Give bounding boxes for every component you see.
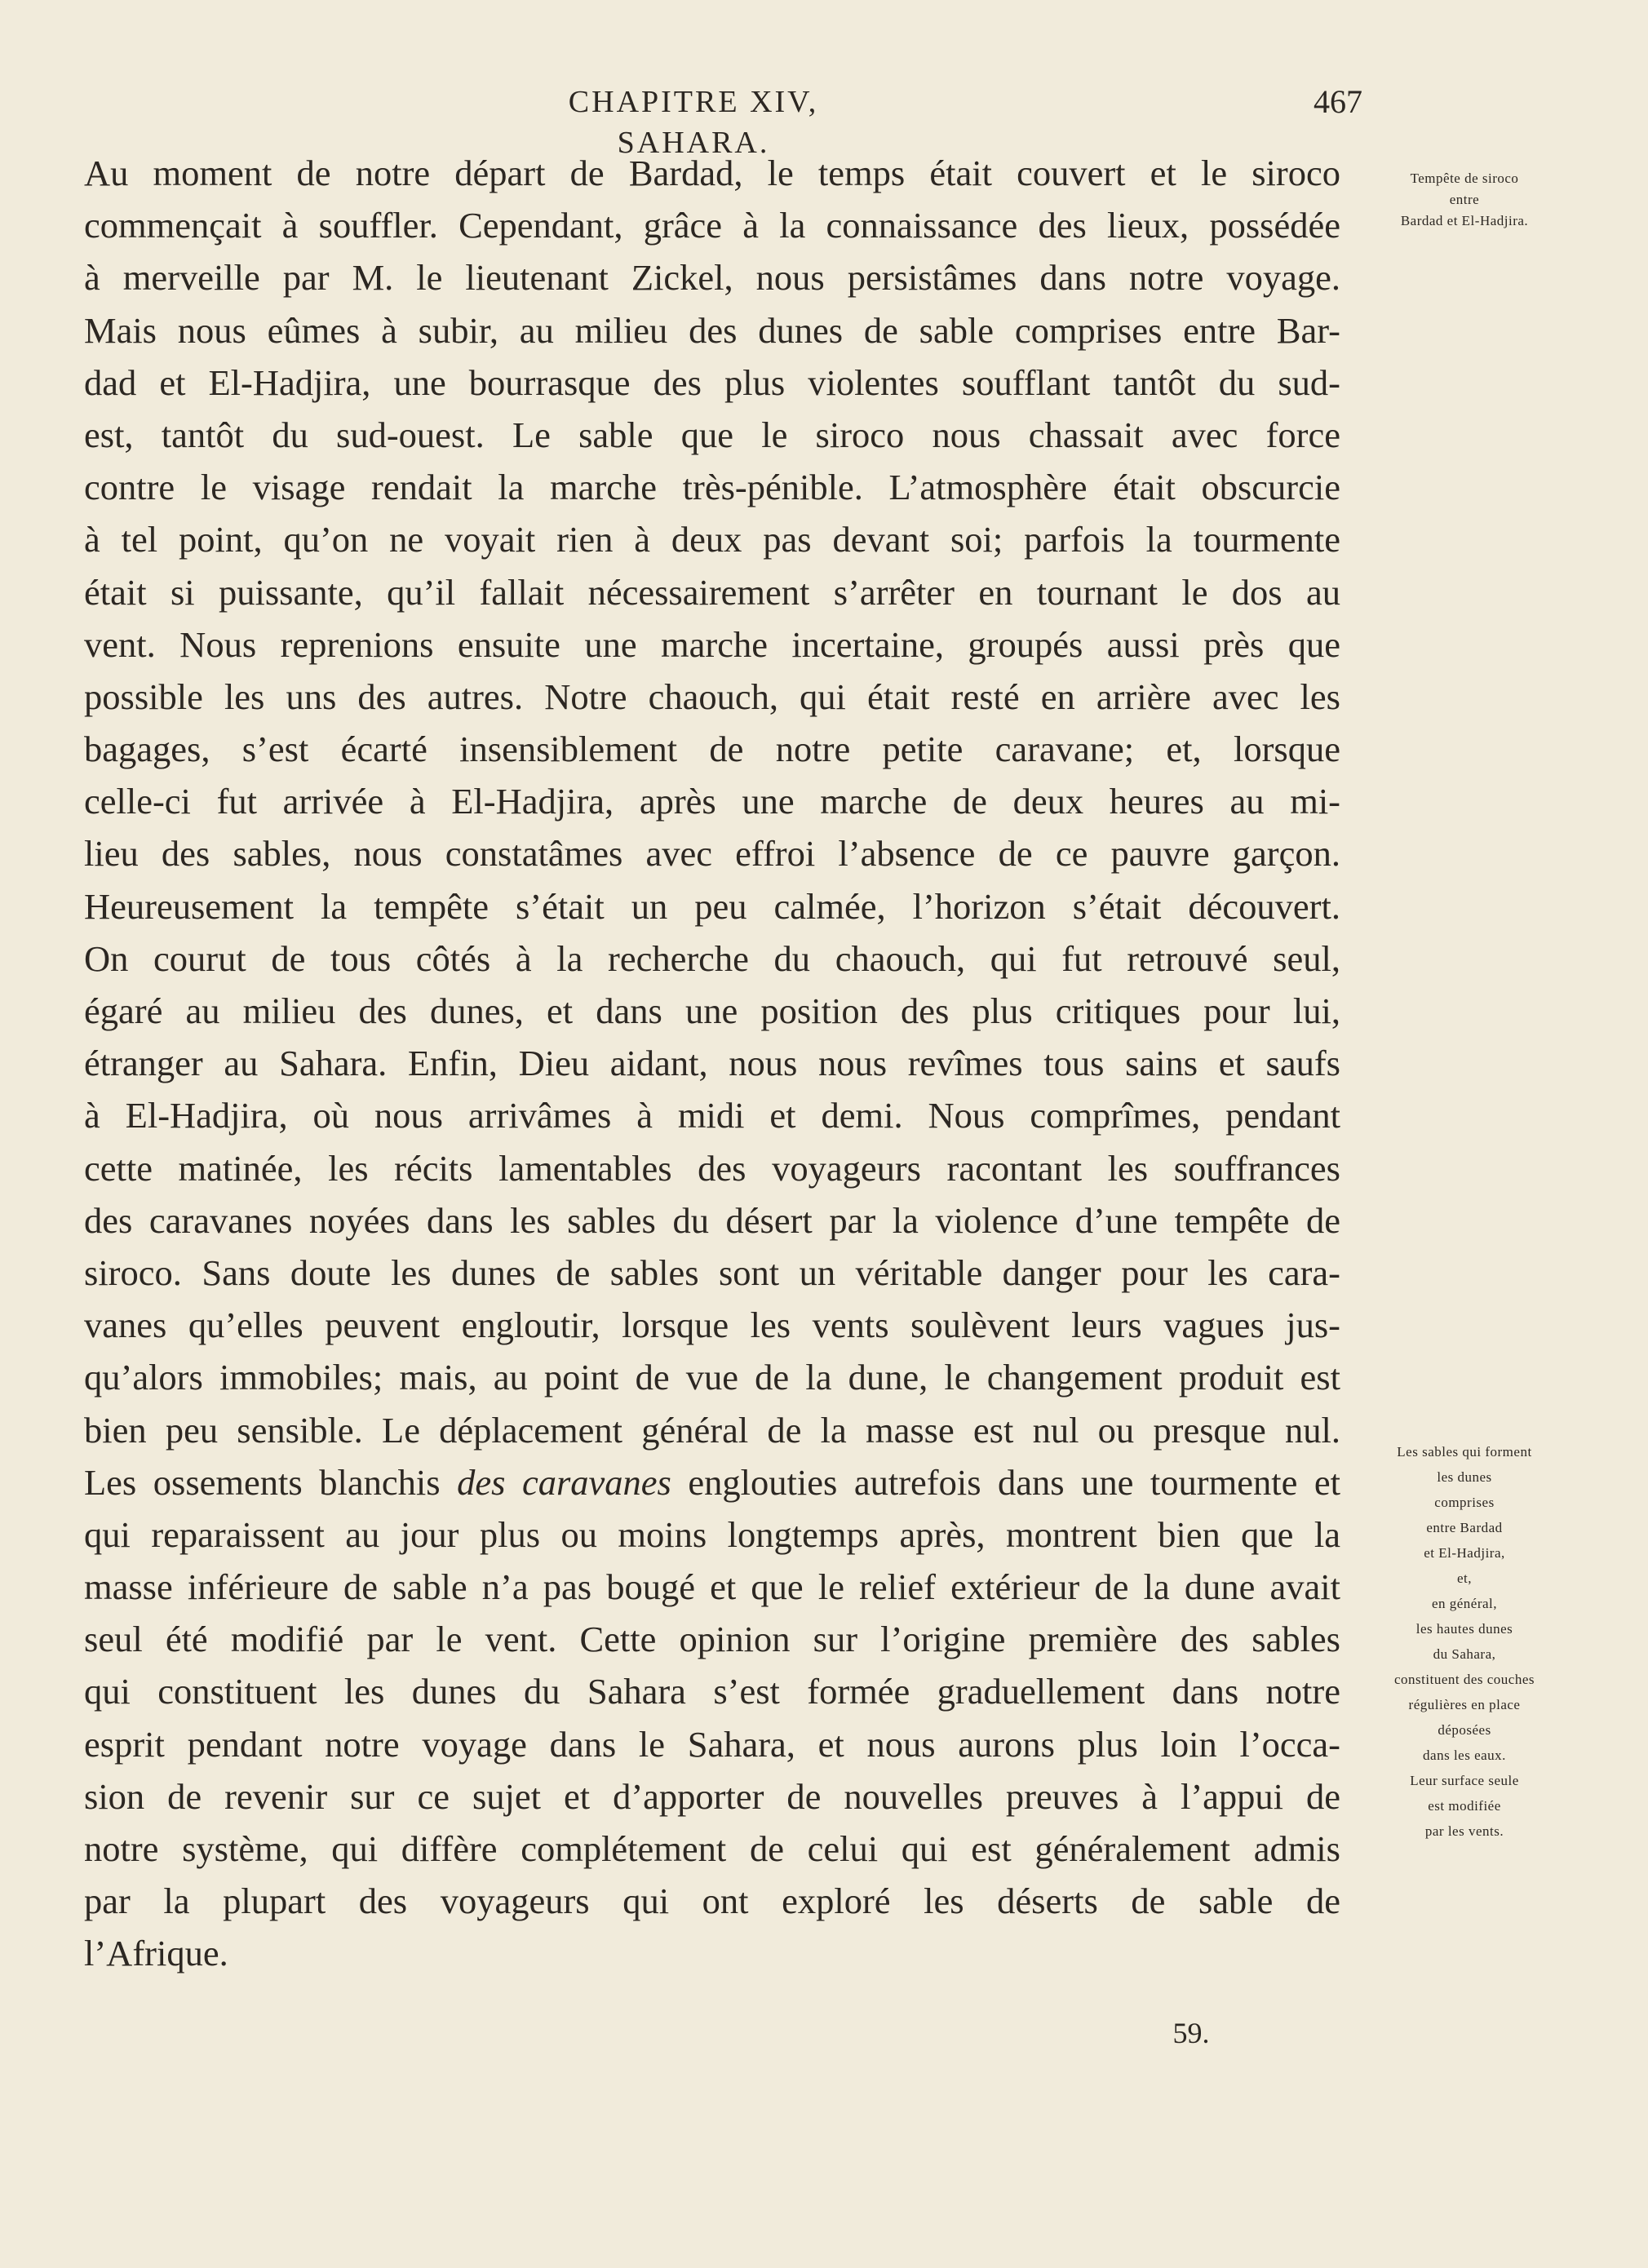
text-segment: Les ossements blanchis xyxy=(84,1461,458,1503)
text-line: bien peu sensible. Le déplacement général de la masse est nul ou presque nul. xyxy=(84,1409,1340,1451)
margin-note-line: Bardad et El-Hadjira. xyxy=(1400,213,1529,228)
margin-note-sables xyxy=(1350,1439,1579,1844)
margin-note-line: dans les eaux. xyxy=(1423,1748,1506,1763)
text-line: vent. Nous reprenions ensuite une marche incertaine, groupés aussi près que xyxy=(84,623,1340,665)
margin-note-line: entre xyxy=(1449,192,1480,207)
margin-note-line: régulières en place xyxy=(1408,1697,1521,1712)
text-line: était si puissante, qu’il fallait nécessairement s’arrêter en tournant le dos au xyxy=(84,571,1340,613)
margin-note-line: par les vents. xyxy=(1424,1823,1504,1839)
text-line: bagages, s’est écarté insensiblement de notre petite caravane; et, lorsque xyxy=(84,729,1340,770)
margin-note-line: Tempête de siroco xyxy=(1410,171,1519,186)
text-segment: englouties autrefois dans une tourmente et xyxy=(671,1461,1340,1503)
text-line: masse inférieure de sable n’a pas bougé et que le relief extérieur de la dune avait xyxy=(84,1566,1340,1608)
text-line: esprit pendant notre voyage dans le Sahara, et nous aurons plus loin l’occa- xyxy=(84,1723,1340,1765)
margin-note-line: les hautes dunes xyxy=(1415,1621,1513,1637)
margin-note-line: entre Bardad xyxy=(1426,1520,1503,1535)
margin-note-line: et El-Hadjira, xyxy=(1424,1545,1505,1561)
text-line: celle-ci fut arrivée à El-Hadjira, après une marche de deux heures au mi- xyxy=(84,781,1340,822)
text-line: qu’alors immobiles; mais, au point de vue de la dune, le changement produit est xyxy=(84,1357,1340,1398)
text-line: sion de revenir sur ce sujet et d’apporter de nouvelles preuves à l’appui de xyxy=(84,1775,1340,1817)
margin-note-line: constituent des couches xyxy=(1393,1672,1535,1687)
margin-note-line: en général, xyxy=(1431,1596,1498,1611)
text-line: notre système, qui diffère complétement de celui qui est généralement admis xyxy=(84,1828,1340,1869)
text-line: étranger au Sahara. Enfin, Dieu aidant, nous nous revîmes tous sains et saufs xyxy=(84,1043,1340,1084)
text-line: contre le visage rendait la marche très-pénible. L’atmosphère était obscurcie xyxy=(84,467,1340,508)
text-line: à merveille par M. le lieutenant Zickel, nous persistâmes dans notre voyage. xyxy=(84,257,1340,299)
text-line: est, tantôt du sud-ouest. Le sable que le siroco nous chassait avec force xyxy=(84,414,1340,455)
text-line: des caravanes noyées dans les sables du désert par la violence d’une tempête de xyxy=(84,1199,1340,1241)
page-number: 467 xyxy=(1314,83,1362,120)
text-line xyxy=(84,1456,1340,1508)
text-line: Au moment de notre départ de Bardad, le temps était couvert et le siroco xyxy=(84,153,1340,193)
margin-note-line: déposées xyxy=(1438,1722,1491,1738)
text-line: vanes qu’elles peuvent engloutir, lorsque les vents soulèvent leurs vagues jus- xyxy=(84,1305,1340,1346)
text-line: cette matinée, les récits lamentables des voyageurs racontant les souffrances xyxy=(84,1147,1340,1189)
text-line: par la plupart des voyageurs qui ont exploré les déserts de sable de xyxy=(84,1880,1340,1922)
text-line: Mais nous eûmes à subir, au milieu des dunes de sable comprises entre Bar- xyxy=(84,309,1340,351)
text-line: dad et El-Hadjira, une bourrasque des plus violentes soufflant tantôt du sud- xyxy=(84,361,1340,403)
text-line: qui reparaissent au jour plus ou moins longtemps après, montrent bien que la xyxy=(84,1513,1340,1555)
text-line: qui constituent les dunes du Sahara s’est formée graduellement dans notre xyxy=(84,1671,1340,1712)
text-line: commençait à souffler. Cependant, grâce à la connaissance des lieux, possédée xyxy=(84,205,1340,246)
text-line: possible les uns des autres. Notre chaouch, qui était resté en arrière avec les xyxy=(84,676,1340,717)
text-line: à tel point, qu’on ne voyait rien à deux pas devant soi; parfois la tourmente xyxy=(84,519,1340,560)
signature-mark: 59. xyxy=(1172,2017,1210,2049)
margin-note-line: du Sahara, xyxy=(1433,1646,1496,1662)
text-line: siroco. Sans doute les dunes de sables sont un véritable danger pour les cara- xyxy=(84,1251,1340,1293)
margin-note-line: comprises xyxy=(1434,1495,1495,1510)
text-line: Heureusement la tempête s’était un peu calmée, l’horizon s’était découvert. xyxy=(84,885,1340,927)
margin-note-line: Leur surface seule xyxy=(1410,1773,1519,1788)
text-line: lieu des sables, nous constatâmes avec effroi l’absence de ce pauvre garçon. xyxy=(84,833,1340,875)
text-line: à El-Hadjira, où nous arrivâmes à midi et demi. Nous comprîmes, pendant xyxy=(84,1095,1340,1136)
margin-note-line: et, xyxy=(1456,1570,1473,1586)
text-line: l’Afrique. xyxy=(84,1933,228,1974)
main-text-block xyxy=(84,147,1340,1980)
margin-note-line: est modifiée xyxy=(1428,1798,1501,1814)
italic-phrase: des caravanes xyxy=(457,1461,671,1503)
margin-note-siroco xyxy=(1350,168,1579,232)
text-line: seul été modifié par le vent. Cette opinion sur l’origine première des sables xyxy=(84,1619,1340,1660)
running-title: CHAPITRE XIV, SAHARA. xyxy=(568,85,819,160)
text-line: égaré au milieu des dunes, et dans une position des plus critiques pour lui, xyxy=(84,990,1340,1031)
margin-note-line: Les sables qui forment xyxy=(1397,1444,1532,1460)
margin-note-line: les dunes xyxy=(1437,1469,1492,1485)
text-line: On courut de tous côtés à la recherche du chaouch, qui fut retrouvé seul, xyxy=(84,937,1340,979)
